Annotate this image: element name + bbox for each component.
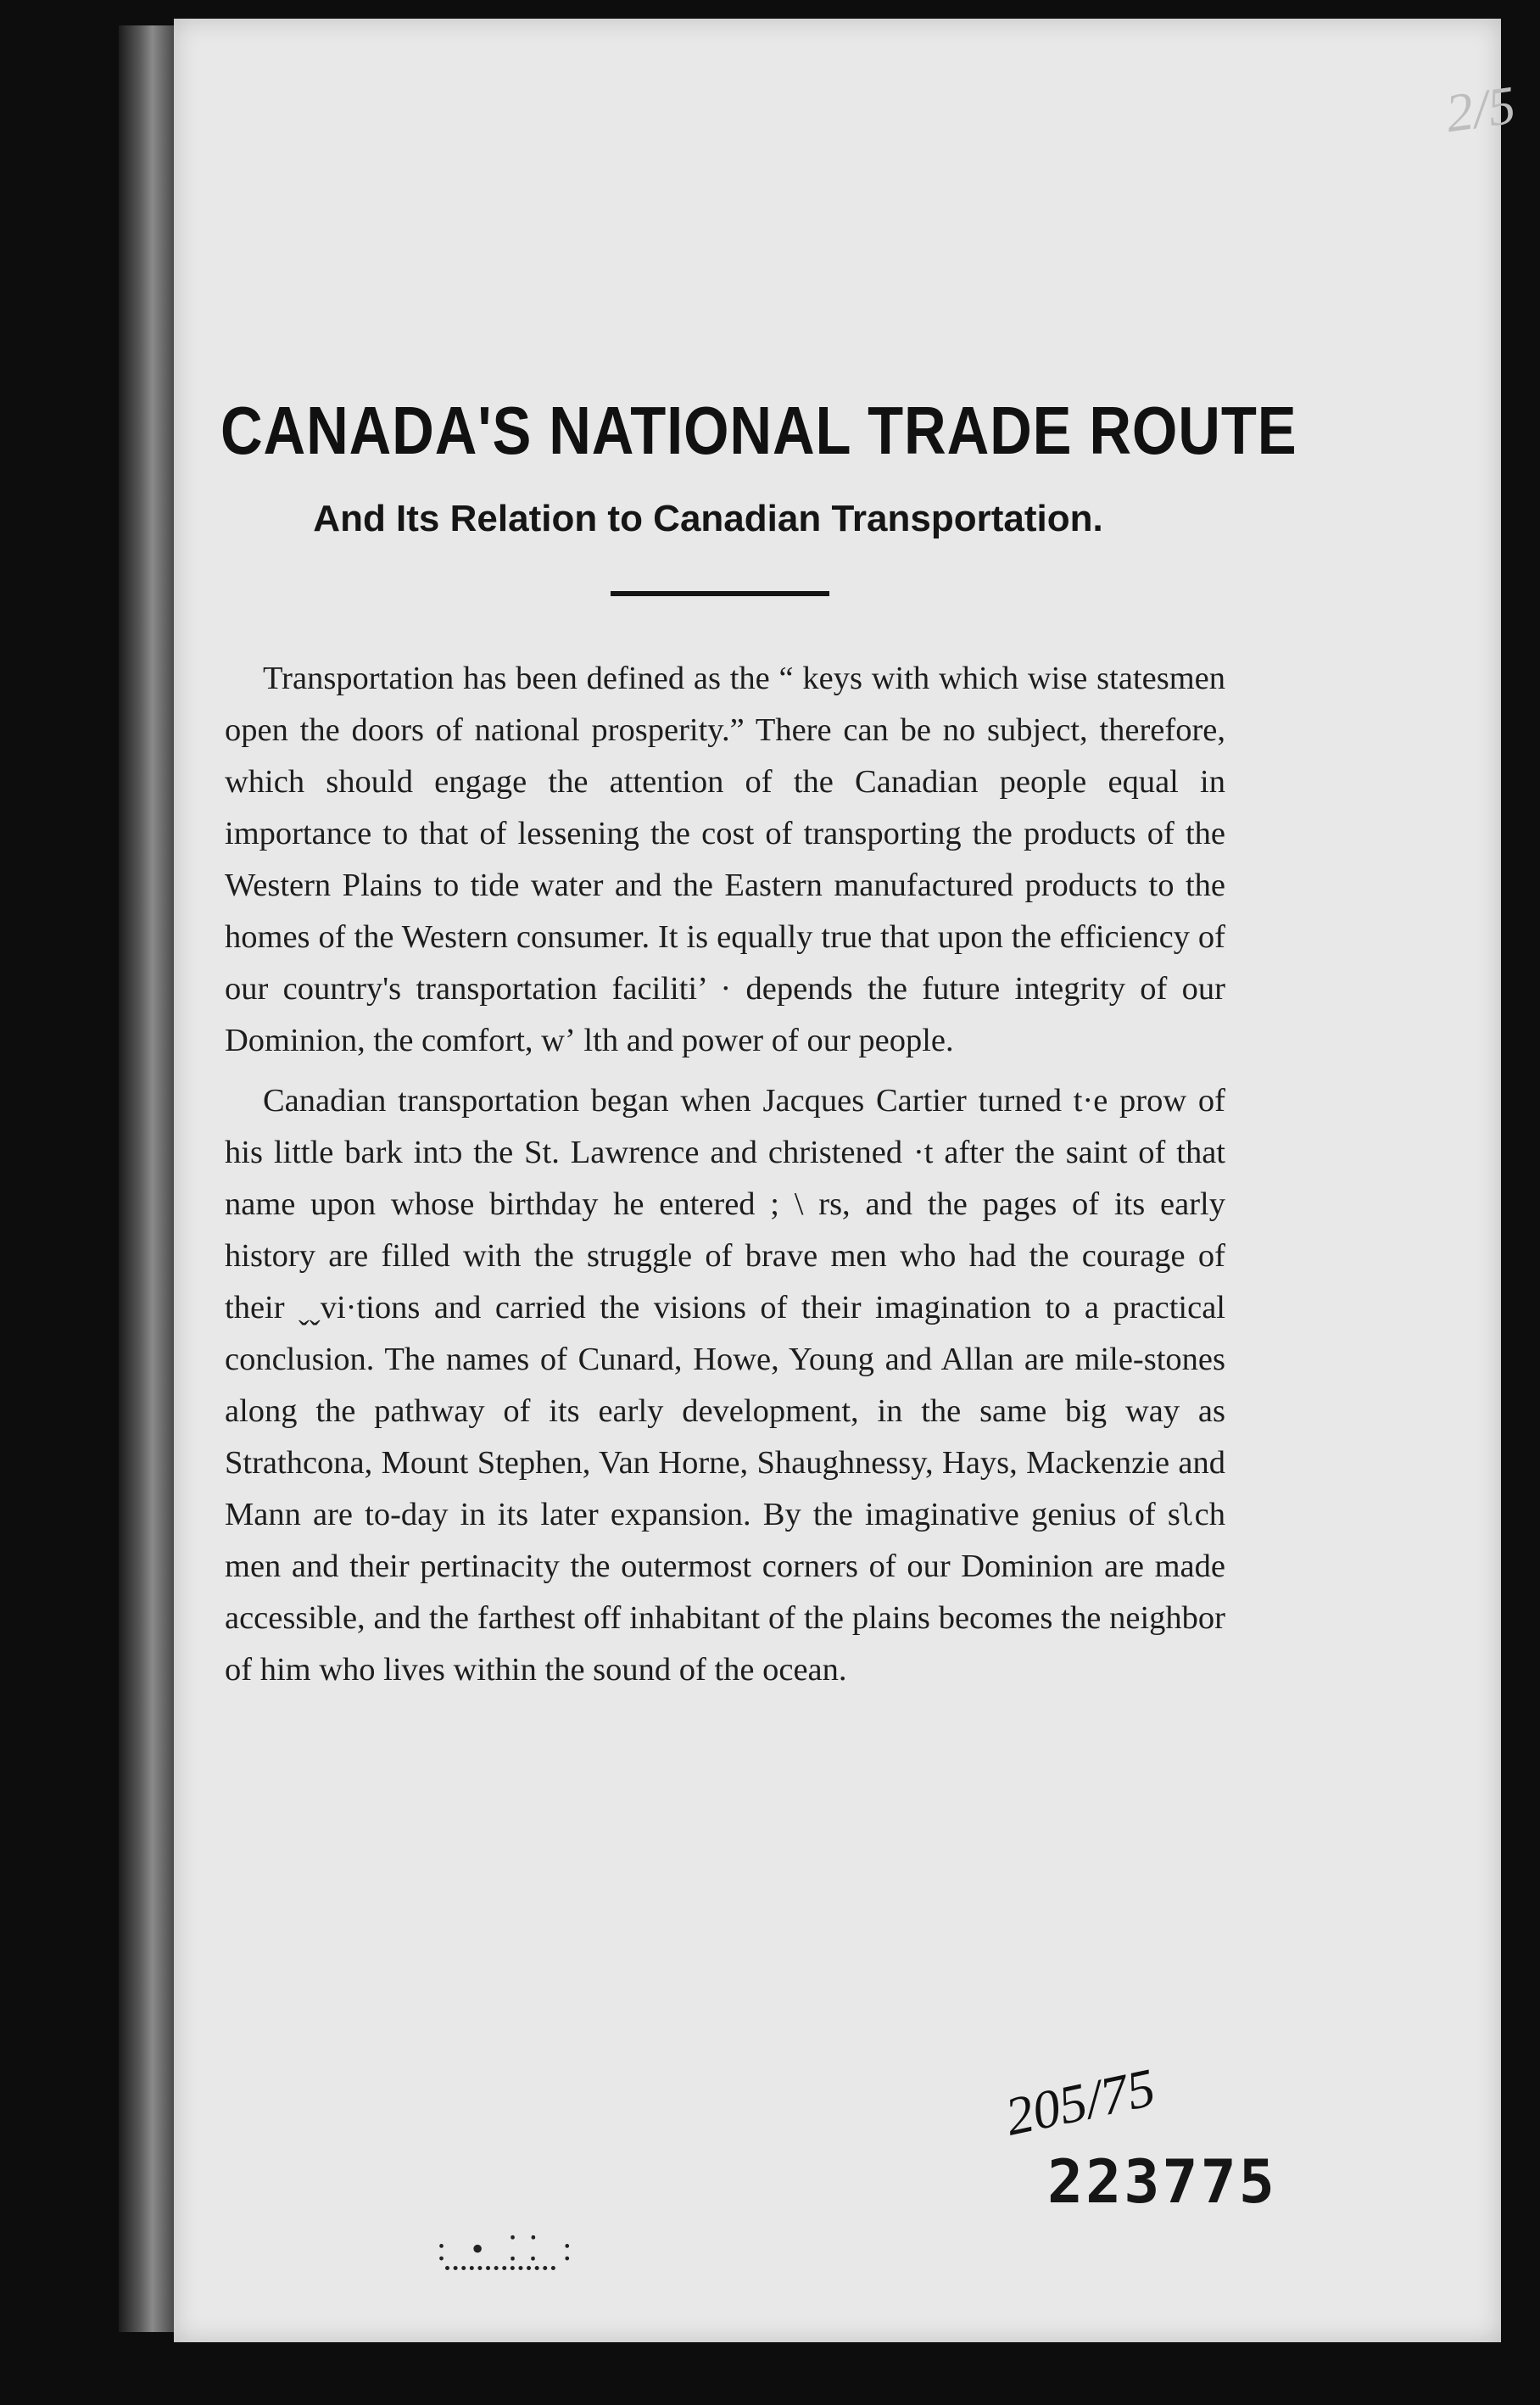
book-binding-edge — [119, 25, 180, 2332]
paragraph-1: Transportation has been defined as the “ keys with which wise statesmen open the doors of national prosperity.” There can be no subject, therefore, which should engage the attention of the Canadian people equal in importance to that of lessening the cost of transporting the products of the Western Plains to tide water and the Eastern manufactured products to the homes of the Western consumer. It is equally true that upon the efficiency of our country's transportation faciliti’ · depends the future integrity of our Dominion, the comfort, wʼ lth and power of our people. — [225, 661, 1225, 1058]
title-divider — [611, 591, 829, 596]
page-subtitle: And Its Relation to Canadian Transportation. — [313, 498, 1103, 539]
stamped-number: 223775 — [1047, 2147, 1277, 2217]
page-title: CANADA'S NATIONAL TRADE ROUTE — [220, 393, 1297, 468]
handwritten-number: 205/75 — [1000, 2056, 1161, 2147]
document-page — [174, 19, 1520, 2342]
corner-pencil-note: 2/5 — [1442, 74, 1520, 144]
paragraph-2: Canadian transportation began when Jacques Cartier turned t·e prow of his little bark intɔ the St. Lawrence and christened ·t after the saint of that name upon whose birthday he entered ; \ rs, and the pages of its early history are filled with the struggle of brave men who had the courage of their ˬˬvi·tions and carried the visions of their imagination to a practical conclusion. The names of Cunard, Howe, Young and Allan are mile-stones along the pathway of its early development, in the same big way as Strathcona, Mount Stephen, Van Horne, Shaughnessy, Hays, Mackenzie and Mann are to-day in its later expansion. By the imaginative genius of sʅch men and their pertinacity the outermost corners of our Dominion are made accessible, and the farthest off inhabitant of the plains becomes the neighbor of him who lives within the sound of the ocean. — [225, 1083, 1225, 1688]
bottom-smudge-dots — [445, 2266, 555, 2275]
bottom-smudge: : • ⸬ : — [437, 2229, 581, 2268]
body-text — [225, 653, 1225, 1705]
